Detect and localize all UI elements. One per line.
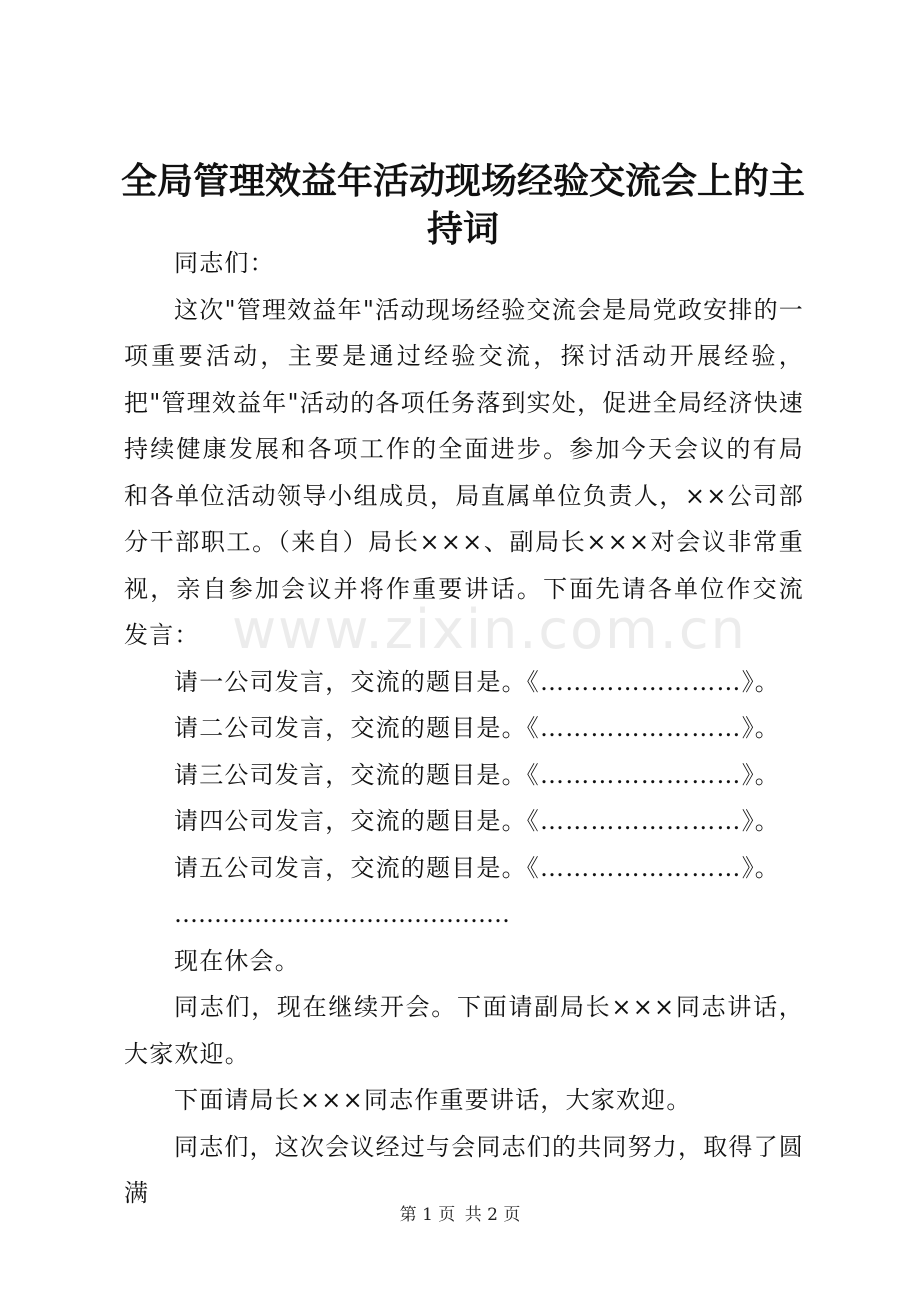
watermark: www.zixin.com.cn xyxy=(232,598,747,661)
director-speech-line: 下面请局长×××同志作重要讲话，大家欢迎。 xyxy=(174,1086,692,1114)
recess-line: 现在休会。 xyxy=(174,946,300,975)
ellipsis-line: …………………………………… xyxy=(174,900,510,928)
salutation: 同志们： xyxy=(174,249,275,277)
speaker-line-2: 请二公司发言，交流的题目是。《……………………》。 xyxy=(174,714,780,742)
page-number: 第 1 页 xyxy=(399,1205,456,1225)
speaker-line-4: 请四公司发言，交流的题目是。《……………………》。 xyxy=(174,807,780,835)
page-total: 共 2 页 xyxy=(464,1205,521,1225)
speaker-line-1: 请一公司发言，交流的题目是。《……………………》。 xyxy=(174,667,780,696)
closing-line: 同志们，这次会议经过与会同志们的共同努力，取得了圆满 xyxy=(124,1132,804,1207)
resume-line: 同志们，现在继续开会。下面请副局长×××同志讲话，大家欢迎。 xyxy=(124,993,804,1068)
document-body xyxy=(124,240,804,1217)
speaker-line-3: 请三公司发言，交流的题目是。《……………………》。 xyxy=(174,760,780,789)
intro-paragraph: 这次"管理效益年"活动现场经验交流会是局党政安排的一项重要活动，主要是通过经验交流，探讨活动开展经验，把"管理效益年"活动的各项任务落到实处，促进全局经济快速持续健康发展和各项工作的全面进步。参加今天会议的有局和各单位活动领导小组成员，局直属单位负责人，××公司部分干部职工。（来自）局长×××、副局长×××对会议非常重视，亲自参加会议并将作重要讲话。下面先请各单位作交流发言： xyxy=(124,295,804,649)
page-footer xyxy=(0,1200,920,1225)
document-title: 全局管理效益年活动现场经验交流会上的主持词 xyxy=(120,161,805,250)
speaker-line-5: 请五公司发言，交流的题目是。《……………………》。 xyxy=(174,853,780,882)
